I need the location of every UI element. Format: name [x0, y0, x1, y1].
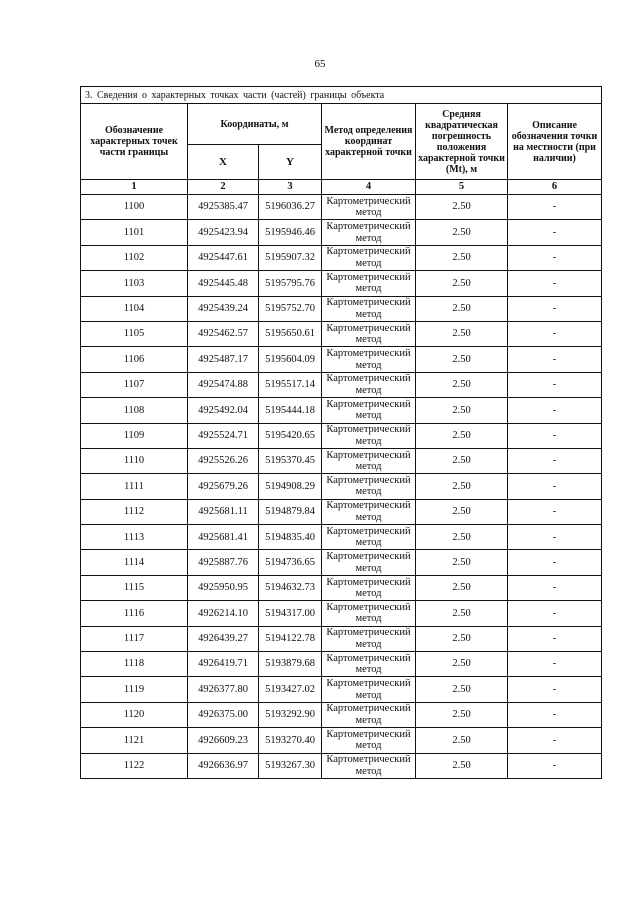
table-row	[81, 398, 602, 423]
method-line-1: Картометрический	[326, 322, 411, 334]
error-cell: 2.50	[416, 474, 508, 499]
method-line-1: Картометрический	[326, 754, 411, 766]
x-coordinate-cell: 4925950.95	[188, 575, 259, 600]
method-line-1: Картометрический	[326, 703, 411, 715]
point-id-cell: 1120	[81, 702, 188, 727]
x-coordinate-cell: 4926636.97	[188, 753, 259, 778]
method-line-2: метод	[355, 689, 382, 701]
error-cell: 2.50	[416, 398, 508, 423]
header-coordinates: Координаты, м	[188, 104, 322, 145]
y-coordinate-cell: 5194908.29	[259, 474, 322, 499]
method-cell	[322, 677, 416, 702]
method-cell	[322, 525, 416, 550]
point-id-cell: 1104	[81, 296, 188, 321]
y-coordinate-cell: 5195370.45	[259, 448, 322, 473]
table-row	[81, 753, 602, 778]
error-cell: 2.50	[416, 626, 508, 651]
method-line-1: Картометрический	[326, 678, 411, 690]
method-line-2: метод	[355, 562, 382, 574]
x-coordinate-cell: 4926375.00	[188, 702, 259, 727]
table-row	[81, 220, 602, 245]
method-line-1: Картометрический	[326, 500, 411, 512]
method-line-2: метод	[355, 537, 382, 549]
point-id-cell: 1106	[81, 347, 188, 372]
point-id-cell: 1107	[81, 372, 188, 397]
description-cell: -	[508, 448, 602, 473]
table-row	[81, 271, 602, 296]
point-id-cell: 1116	[81, 601, 188, 626]
table-row	[81, 347, 602, 372]
point-id-cell: 1117	[81, 626, 188, 651]
x-coordinate-cell: 4925681.41	[188, 525, 259, 550]
method-line-2: метод	[355, 511, 382, 523]
table-row	[81, 677, 602, 702]
method-cell	[322, 626, 416, 651]
column-number: 5	[416, 180, 508, 195]
y-coordinate-cell: 5195444.18	[259, 398, 322, 423]
x-coordinate-cell: 4925887.76	[188, 550, 259, 575]
method-cell	[322, 550, 416, 575]
method-line-1: Картометрический	[326, 551, 411, 563]
method-line-1: Картометрический	[326, 398, 411, 410]
error-cell: 2.50	[416, 575, 508, 600]
description-cell: -	[508, 220, 602, 245]
description-cell: -	[508, 652, 602, 677]
method-cell	[322, 702, 416, 727]
method-cell	[322, 245, 416, 270]
point-id-cell: 1121	[81, 728, 188, 753]
method-line-2: метод	[355, 359, 382, 371]
method-line-1: Картометрический	[326, 347, 411, 359]
error-cell: 2.50	[416, 321, 508, 346]
method-line-2: метод	[355, 461, 382, 473]
y-coordinate-cell: 5194879.84	[259, 499, 322, 524]
method-line-2: метод	[355, 257, 382, 269]
column-number-row	[81, 180, 602, 195]
column-number: 4	[322, 180, 416, 195]
table-body	[81, 195, 602, 779]
method-line-1: Картометрический	[326, 221, 411, 233]
y-coordinate-cell: 5195907.32	[259, 245, 322, 270]
method-line-1: Картометрический	[326, 728, 411, 740]
point-id-cell: 1108	[81, 398, 188, 423]
table-row	[81, 575, 602, 600]
x-coordinate-cell: 4925526.26	[188, 448, 259, 473]
method-cell	[322, 575, 416, 600]
error-cell: 2.50	[416, 677, 508, 702]
error-cell: 2.50	[416, 220, 508, 245]
method-line-2: метод	[355, 232, 382, 244]
x-coordinate-cell: 4926214.10	[188, 601, 259, 626]
table-row	[81, 626, 602, 651]
description-cell: -	[508, 626, 602, 651]
description-cell: -	[508, 550, 602, 575]
table-row	[81, 245, 602, 270]
description-cell: -	[508, 601, 602, 626]
point-id-cell: 1109	[81, 423, 188, 448]
table-row	[81, 448, 602, 473]
method-line-1: Картометрический	[326, 449, 411, 461]
column-number: 3	[259, 180, 322, 195]
description-cell: -	[508, 347, 602, 372]
table-row	[81, 525, 602, 550]
point-id-cell: 1100	[81, 195, 188, 220]
error-cell: 2.50	[416, 550, 508, 575]
y-coordinate-cell: 5194317.00	[259, 601, 322, 626]
table-row	[81, 550, 602, 575]
method-line-2: метод	[355, 308, 382, 320]
description-cell: -	[508, 677, 602, 702]
description-cell: -	[508, 195, 602, 220]
method-cell	[322, 423, 416, 448]
method-line-1: Картометрический	[326, 373, 411, 385]
x-coordinate-cell: 4925447.61	[188, 245, 259, 270]
y-coordinate-cell: 5193292.90	[259, 702, 322, 727]
x-coordinate-cell: 4926439.27	[188, 626, 259, 651]
header-x: X	[188, 145, 259, 180]
error-cell: 2.50	[416, 499, 508, 524]
method-cell	[322, 372, 416, 397]
method-line-2: метод	[355, 765, 382, 777]
method-line-2: метод	[355, 613, 382, 625]
method-line-2: метод	[355, 486, 382, 498]
error-cell: 2.50	[416, 296, 508, 321]
method-line-2: метод	[355, 588, 382, 600]
description-cell: -	[508, 474, 602, 499]
method-cell	[322, 448, 416, 473]
header-method: Метод определения координат характерной точки	[322, 104, 416, 180]
method-cell	[322, 601, 416, 626]
table-row	[81, 474, 602, 499]
point-id-cell: 1119	[81, 677, 188, 702]
column-number: 6	[508, 180, 602, 195]
description-cell: -	[508, 245, 602, 270]
method-line-1: Картометрический	[326, 576, 411, 588]
column-number: 1	[81, 180, 188, 195]
method-line-1: Картометрический	[326, 297, 411, 309]
method-line-2: метод	[355, 384, 382, 396]
method-line-1: Картометрический	[326, 246, 411, 258]
header-description: Описание обозначения точки на местности (при наличии)	[508, 104, 602, 180]
method-line-2: метод	[355, 638, 382, 650]
table-row	[81, 372, 602, 397]
method-cell	[322, 474, 416, 499]
method-cell	[322, 321, 416, 346]
method-cell	[322, 271, 416, 296]
point-id-cell: 1111	[81, 474, 188, 499]
point-id-cell: 1122	[81, 753, 188, 778]
method-line-2: метод	[355, 715, 382, 726]
point-id-cell: 1102	[81, 245, 188, 270]
error-cell: 2.50	[416, 652, 508, 677]
table-caption: 3. Сведения о характерных точках части (частей) границы объекта	[81, 87, 602, 104]
description-cell: -	[508, 296, 602, 321]
y-coordinate-cell: 5195650.61	[259, 321, 322, 346]
point-id-cell: 1112	[81, 499, 188, 524]
method-line-2: метод	[355, 410, 382, 422]
method-cell	[322, 728, 416, 753]
description-cell: -	[508, 728, 602, 753]
y-coordinate-cell: 5194835.40	[259, 525, 322, 550]
y-coordinate-cell: 5195752.70	[259, 296, 322, 321]
method-line-2: метод	[355, 334, 382, 346]
description-cell: -	[508, 372, 602, 397]
x-coordinate-cell: 4925679.26	[188, 474, 259, 499]
description-cell: -	[508, 525, 602, 550]
y-coordinate-cell: 5193267.30	[259, 753, 322, 778]
x-coordinate-cell: 4925681.11	[188, 499, 259, 524]
x-coordinate-cell: 4925524.71	[188, 423, 259, 448]
point-id-cell: 1118	[81, 652, 188, 677]
method-cell	[322, 220, 416, 245]
table-header	[81, 87, 602, 195]
method-line-1: Картометрический	[326, 474, 411, 486]
description-cell: -	[508, 575, 602, 600]
description-cell: -	[508, 702, 602, 727]
method-cell	[322, 753, 416, 778]
x-coordinate-cell: 4925423.94	[188, 220, 259, 245]
error-cell: 2.50	[416, 728, 508, 753]
y-coordinate-cell: 5195795.76	[259, 271, 322, 296]
description-cell: -	[508, 398, 602, 423]
error-cell: 2.50	[416, 525, 508, 550]
method-cell	[322, 296, 416, 321]
point-id-cell: 1115	[81, 575, 188, 600]
page-number: 65	[314, 58, 326, 70]
x-coordinate-cell: 4925462.57	[188, 321, 259, 346]
method-line-2: метод	[355, 740, 382, 752]
x-coordinate-cell: 4926609.23	[188, 728, 259, 753]
error-cell: 2.50	[416, 753, 508, 778]
method-line-2: метод	[355, 207, 382, 219]
error-cell: 2.50	[416, 372, 508, 397]
error-cell: 2.50	[416, 271, 508, 296]
method-line-2: метод	[355, 664, 382, 676]
error-cell: 2.50	[416, 245, 508, 270]
method-line-1: Картометрический	[326, 601, 411, 613]
table-row	[81, 321, 602, 346]
point-id-cell: 1105	[81, 321, 188, 346]
y-coordinate-cell: 5193879.68	[259, 652, 322, 677]
y-coordinate-cell: 5196036.27	[259, 195, 322, 220]
header-point: Обозначение характерных точек части границы	[81, 104, 188, 180]
y-coordinate-cell: 5194122.78	[259, 626, 322, 651]
error-cell: 2.50	[416, 601, 508, 626]
x-coordinate-cell: 4925439.24	[188, 296, 259, 321]
y-coordinate-cell: 5193427.02	[259, 677, 322, 702]
point-id-cell: 1110	[81, 448, 188, 473]
description-cell: -	[508, 321, 602, 346]
y-coordinate-cell: 5195604.09	[259, 347, 322, 372]
y-coordinate-cell: 5195420.65	[259, 423, 322, 448]
error-cell: 2.50	[416, 347, 508, 372]
x-coordinate-cell: 4926377.80	[188, 677, 259, 702]
y-coordinate-cell: 5194632.73	[259, 575, 322, 600]
description-cell: -	[508, 753, 602, 778]
table-row	[81, 728, 602, 753]
table-row	[81, 702, 602, 727]
x-coordinate-cell: 4926419.71	[188, 652, 259, 677]
header-error: Средняя квадратическая погрешность положения характерной точки (Mt), м	[416, 104, 508, 180]
table-row	[81, 195, 602, 220]
x-coordinate-cell: 4925492.04	[188, 398, 259, 423]
y-coordinate-cell: 5195517.14	[259, 372, 322, 397]
method-line-2: метод	[355, 435, 382, 447]
y-coordinate-cell: 5194736.65	[259, 550, 322, 575]
column-number: 2	[188, 180, 259, 195]
y-coordinate-cell: 5195946.46	[259, 220, 322, 245]
point-id-cell: 1103	[81, 271, 188, 296]
error-cell: 2.50	[416, 702, 508, 727]
x-coordinate-cell: 4925445.48	[188, 271, 259, 296]
method-line-1: Картометрический	[326, 652, 411, 664]
error-cell: 2.50	[416, 448, 508, 473]
method-line-1: Картометрический	[326, 525, 411, 537]
header-y: Y	[259, 145, 322, 180]
description-cell: -	[508, 499, 602, 524]
method-cell	[322, 499, 416, 524]
survey-table-container	[80, 86, 600, 779]
x-coordinate-cell: 4925487.17	[188, 347, 259, 372]
method-line-1: Картометрический	[326, 195, 411, 207]
error-cell: 2.50	[416, 423, 508, 448]
description-cell: -	[508, 423, 602, 448]
point-id-cell: 1114	[81, 550, 188, 575]
table-row	[81, 296, 602, 321]
error-cell: 2.50	[416, 195, 508, 220]
table-row	[81, 652, 602, 677]
method-line-1: Картометрический	[326, 424, 411, 436]
method-line-1: Картометрический	[326, 627, 411, 639]
x-coordinate-cell: 4925474.88	[188, 372, 259, 397]
table-row	[81, 423, 602, 448]
method-line-1: Картометрический	[326, 271, 411, 283]
y-coordinate-cell: 5193270.40	[259, 728, 322, 753]
method-cell	[322, 195, 416, 220]
table-row	[81, 601, 602, 626]
point-id-cell: 1101	[81, 220, 188, 245]
method-cell	[322, 347, 416, 372]
method-cell	[322, 398, 416, 423]
x-coordinate-cell: 4925385.47	[188, 195, 259, 220]
boundary-points-table	[80, 86, 602, 779]
description-cell: -	[508, 271, 602, 296]
point-id-cell: 1113	[81, 525, 188, 550]
method-line-2: метод	[355, 283, 382, 295]
method-cell	[322, 652, 416, 677]
table-row	[81, 499, 602, 524]
